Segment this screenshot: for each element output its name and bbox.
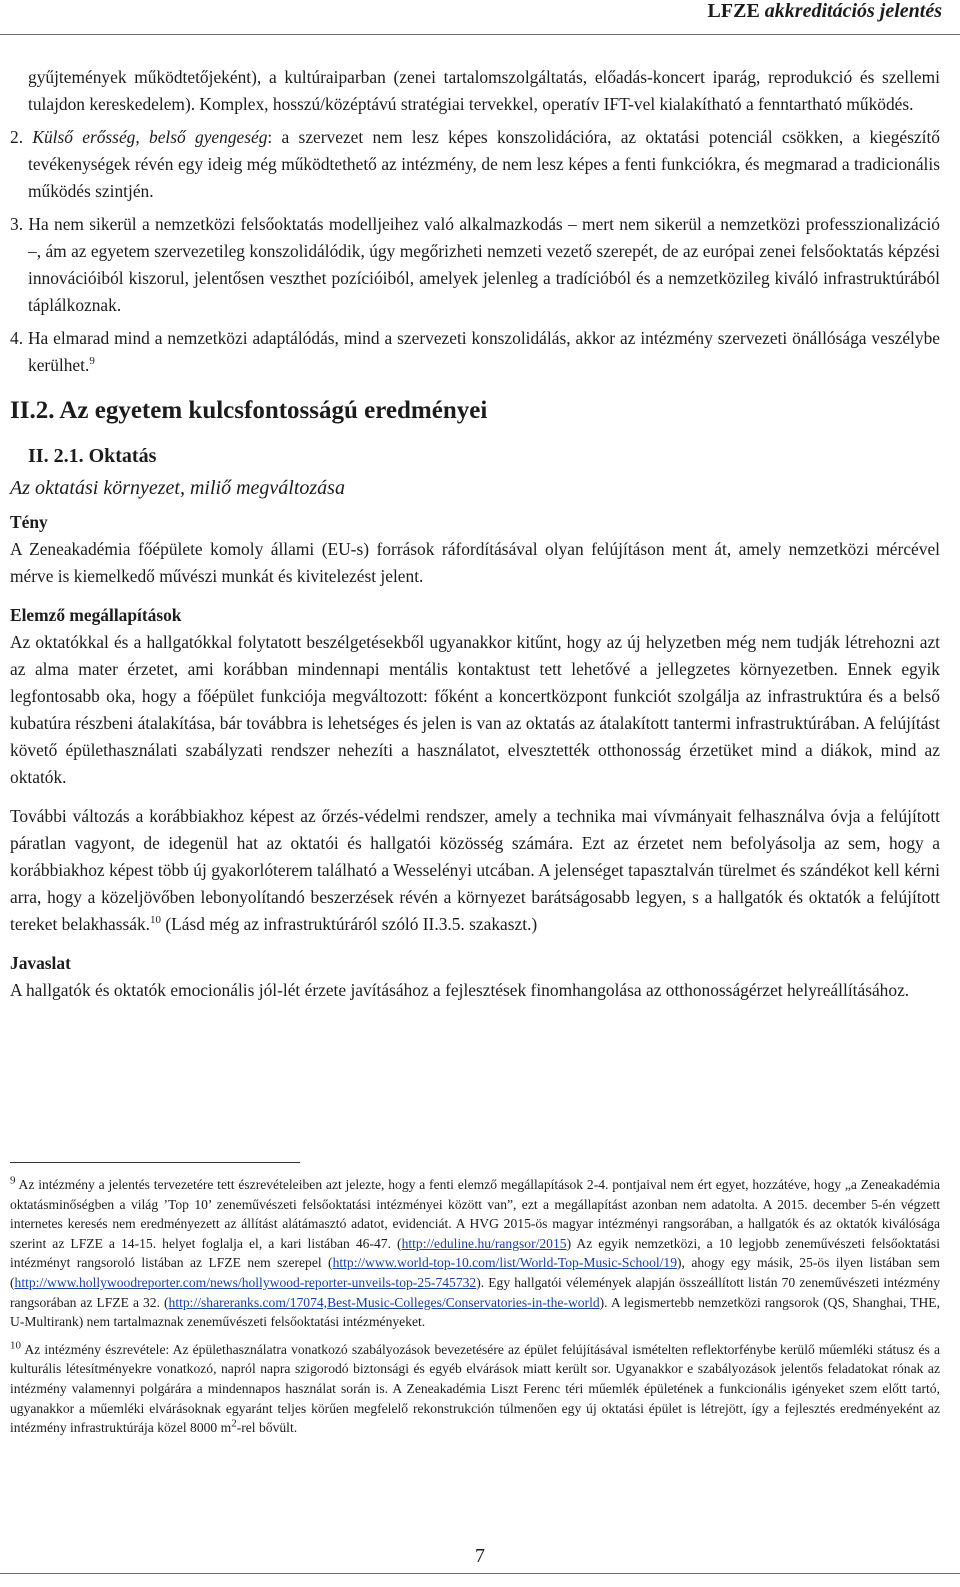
header-title — [708, 0, 942, 23]
scenario-text: Ha elmarad mind a nemzetközi adaptálódás, mind a szervezeti konszolidálás, akkor az intézmény szervezeti önállósága veszélybe kerülhet. — [27, 328, 940, 375]
scenario-text: : a szervezet nem lesz képes konszolidációra, az oktatási potenciál csökken, a kiegészítő tevékenységek révén egy ideig még működtethető az intézmény, de nem lesz képes a fenti funkciókra, és megmarad a tradicionális működés szintjén. — [28, 127, 940, 201]
scenario-item-4 — [10, 325, 940, 379]
footnote-link-hollywoodreporter[interactable]: http://www.hollywoodreporter.com/news/hollywood-reporter-unveils-top-25-745732 — [14, 1274, 477, 1290]
fact-label: Tény — [10, 512, 48, 532]
fact-text: A Zeneakadémia főépülete komoly állami (EU-s) források ráfordításával olyan felújításon ment át, amely nemzetközi mércével mérve is kiemelkedő művészi munkát és kivitelezést jelent. — [10, 539, 940, 586]
footnote-text: ). A legismertebb nemzetközi rangsorok (QS, Shanghai, THE, U-Multirank) nem tartalmaznak zeneművészeti felsőoktatási intézményeket. — [10, 1294, 940, 1330]
topic-title: Az oktatási környezet, miliő megváltozása — [10, 477, 345, 499]
header-divider — [0, 34, 960, 35]
scenario-number: 4. — [10, 328, 24, 348]
subsection-title: II. 2.1. Oktatás — [28, 445, 157, 467]
header-title-prefix: LFZE — [707, 0, 760, 22]
footnote-text: -rel bővült. — [236, 1420, 298, 1436]
analysis-paragraph-1: Az oktatókkal és a hallgatókkal folytatott beszélgetésekből ugyanakkor kitűnt, hogy az új helyzetben még nem tudják létrehozni azt az alma mater érzetet, ami korábban mindennapi mentális kontaktust tett lehetővé a jellegzetes környezetben. Ennek egyik legfontosabb oka, hogy a főépület funkciója megváltozott: főként a koncertközpont funkciót szolgálja az infrastruktúra és a belső kubatúra részbeni átalakítása, bár továbbra is lehetséges és jelen is van az oktatás az átalakított tantermi infrastruktúrában. A felújítást követő épülethasználati szabályzati rendszer nehezíti a használatot, elvesztették otthonosság érzetüket mind a diákok, mind az oktatók. — [10, 632, 940, 787]
footnote-10 — [10, 1340, 940, 1438]
footnote-9 — [10, 1175, 940, 1332]
analysis-paragraph-2-tail: (Lásd még az infrastruktúráról szóló II.3.5. szakaszt.) — [161, 914, 538, 934]
footnote-link-shareranks[interactable]: http://shareranks.com/17074,Best-Music-Colleges/Conservatories-in-the-world — [168, 1294, 600, 1310]
footnote-ref-10[interactable]: 10 — [150, 914, 162, 927]
scenario-italic-lead: Külső erősség, belső gyengeség — [32, 127, 268, 147]
superscript-2: 2 — [231, 1417, 237, 1430]
footnote-number: 10 — [10, 1339, 21, 1352]
intro-continuation: gyűjtemények működtetőjeként), a kultúraiparban (zenei tartalomszolgáltatás, előadás-koncert iparág, reprodukció és szellemi tulajdon kereskedelem). Komplex, hosszú/középtávú stratégiai tervekkel, operatív IFT-vel kialakítható a fenntartható működés. — [28, 67, 940, 114]
footnote-text: Az intézmény észrevétele: Az épülethasználatra vonatkozó szabályozások bevezetésére az épület felújításával ismételten reflektorfénybe kerülő műemléki státusz és a kulturális létesítményekre vonatkozó, napról napra szigorodó biztonsági és egyéb elvárások miatt került sor. Ugyanakkor e szabályozások jelentős feladatokat rónak az intézmény valamennyi polgárára a mindennapos használat során is. A Zeneakadémia Liszt Ferenc téri műemlék épületének a funkcionális igényeket szem előtt tartó, ugyanakkor a műemléki elvárásoknak egyaránt teljes körűen megfelelő rekonstrukción túlmenően egy új oktatási épület is létrejött, így a fejlesztés eredményeként az intézmény infrastruktúrája közel 8000 m — [10, 1341, 940, 1436]
page-number: 7 — [475, 1545, 485, 1567]
scenario-item-3 — [10, 211, 940, 319]
proposal-label: Javaslat — [10, 953, 71, 973]
header-title-italic: akkreditációs jelentés — [764, 0, 942, 22]
footnotes — [10, 1175, 940, 1446]
section-title: II.2. Az egyetem kulcsfontosságú eredményei — [10, 397, 488, 424]
scenario-item-2 — [10, 124, 940, 205]
page-header — [0, 0, 960, 36]
footnote-text: ) Az egyik nemzetközi, a 10 legjobb zeneművészeti felsőoktatási intézményt rangsoroló listában az LFZE nem szerepel ( — [10, 1235, 940, 1271]
scenario-number: 2. — [10, 127, 24, 147]
footnote-link-world-top-10[interactable]: http://www.world-top-10.com/list/World-Top-Music-School/19 — [332, 1255, 678, 1271]
footer-divider — [0, 1573, 960, 1574]
footnote-number: 9 — [10, 1174, 16, 1187]
main-content — [10, 64, 940, 1004]
analysis-paragraph-2-text: További változás a korábbiakhoz képest az őrzés-védelmi rendszer, amely a technika mai vívmányait felhasználva óvja a felújított páratlan vagyont, de idegenül hat az oktatói és hallgatói közösség számára. Ezt az érzetet nem befolyásolja az sem, hogy a korábbiakhoz képest több új gyakorlóterem található a Wesselényi utcában. A jelenséget tapasztalván türelmet és szándékot kell kérni arra, hogy a közeljövőben lebonyolítandó beszerzések révén a környezet barátságosabb legyen, s a hallgatók és oktatók a felújított tereket belakhassák. — [10, 806, 940, 934]
footnote-text: ), ahogy egy másik, 25-ös ilyen listában sem ( — [10, 1255, 940, 1290]
footnote-divider — [10, 1162, 300, 1163]
proposal-text: A hallgatók és oktatók emocionális jól-lét érzete javításához a fejlesztések finomhangolása az otthonosságérzet helyreállításához. — [10, 980, 910, 1000]
footnote-text: Az intézmény a jelentés tervezetére tett észrevételeiben azt jelezte, hogy a fenti elemző megállapítások 2-4. pontjaival nem ért egyet, hozzátéve, hogy „a Zeneakadémia oktatásminőségben a világ ’Top 10’ zeneművészeti felsőoktatási intézményei között van”, ezt a megállapítást azonban nem adatolta. A 2015. december 5-én végzett internetes keresés nem eredményezett az állítást alátámasztó adatot, evidenciát. A HVG 2015-ös magyar intézményi rangsorában, a hallgatók és az oktatók kiválósága szerint az LFZE a 14-15. helyet foglalja el, a kari listában 46-47. ( — [10, 1177, 940, 1251]
analysis-label: Elemző megállapítások — [10, 605, 182, 625]
footnote-text: ). Egy hallgatói vélemények alapján összeállított listán 70 zeneművészeti intézmény rangsorában az LFZE a 32. ( — [10, 1274, 940, 1310]
footnote-link-eduline[interactable]: http://eduline.hu/rangsor/2015 — [401, 1235, 567, 1251]
scenario-text: Ha nem sikerül a nemzetközi felsőoktatás modelljeihez való alkalmazkodás – mert nem sikerül a nemzetközi professzionalizáció –, ám az egyetem szervezetileg konszolidálódik, úgy megőrizheti nemzeti vezető szerepét, de az európai zenei felsőoktatás képzési innovációiból kiszorul, jelentősen veszthet pozícióiból, amelyek jelenleg a tradícióból és a nemzetközileg kiváló infrastruktúrából táplálkoznak. — [28, 214, 940, 315]
footnote-ref-9[interactable]: 9 — [89, 355, 95, 368]
scenario-number: 3. — [10, 214, 24, 234]
analysis-paragraph-2 — [10, 803, 940, 938]
